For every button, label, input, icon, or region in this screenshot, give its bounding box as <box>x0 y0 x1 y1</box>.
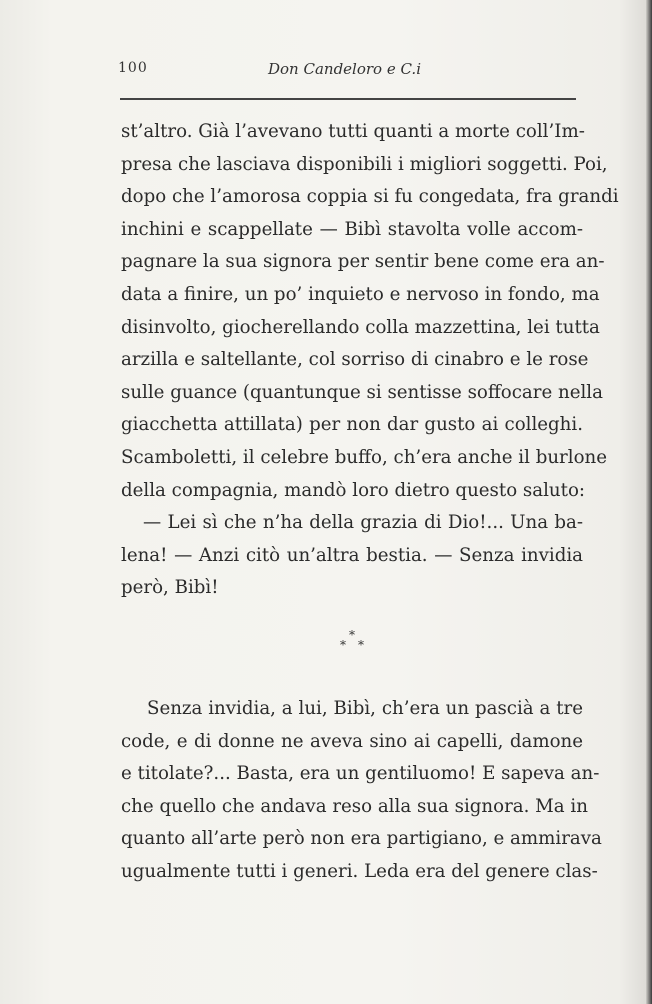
page-header <box>118 60 578 84</box>
asterisk: * <box>349 628 355 642</box>
section-separator <box>335 628 375 656</box>
asterisk: * <box>358 638 364 652</box>
text-line: inchini e scappellate — Bibì stavolta volle accom- <box>121 218 583 240</box>
text-line: disinvolto, giocherellando colla mazzettina, lei tutta <box>121 316 600 338</box>
page-number: 100 <box>118 60 148 76</box>
paragraph-2 <box>121 693 602 889</box>
text-line: lena! — Anzi citò un’altra bestia. — Senza invidia <box>121 544 583 566</box>
text-line: sulle guance (quantunque si sentisse soffocare nella <box>121 381 603 403</box>
text-line: della compagnia, mandò loro dietro questo saluto: <box>121 479 586 501</box>
text-line: code, e di donne ne aveva sino ai capelli, damone <box>121 730 583 752</box>
text-line: arzilla e saltellante, col sorriso di cinabro e le rose <box>121 349 589 371</box>
text-line: che quello che andava reso alla sua signora. Ma in <box>121 795 588 817</box>
text-line: st’altro. Già l’avevano tutti quanti a morte coll’Im- <box>121 121 585 142</box>
text-line: giacchetta attillata) per non dar gusto ai colleghi. <box>121 414 583 436</box>
text-line: ugualmente tutti i generi. Leda era del genere clas- <box>121 860 598 882</box>
text-line: però, Bibì! <box>121 577 219 599</box>
text-line: — Lei sì che n’ha della grazia di Dio!... Una ba- <box>143 512 583 534</box>
text-line: pagnare la sua signora per sentir bene come era an- <box>121 251 605 273</box>
text-line: presa che lasciava disponibili i migliori soggetti. Poi, <box>121 153 608 175</box>
text-line: data a finire, un po’ inquieto e nervoso in fondo, ma <box>121 283 600 305</box>
text-line: Senza invidia, a lui, Bibì, ch’era un pascià a tre <box>147 698 583 719</box>
text-line: dopo che l’amorosa coppia si fu congedata, fra grandi <box>121 186 619 208</box>
asterisk: * <box>340 638 346 652</box>
header-rule <box>120 98 576 100</box>
paragraph-1 <box>121 116 619 605</box>
running-title: Don Candeloro e C.i <box>268 60 421 78</box>
text-line: Scamboletti, il celebre buffo, ch’era anche il burlone <box>121 446 607 468</box>
text-line: e titolate?... Basta, era un gentiluomo! E sapeva an- <box>121 763 600 785</box>
page-edge <box>646 0 652 1004</box>
text-line: quanto all’arte però non era partigiano, e ammirava <box>121 828 602 850</box>
